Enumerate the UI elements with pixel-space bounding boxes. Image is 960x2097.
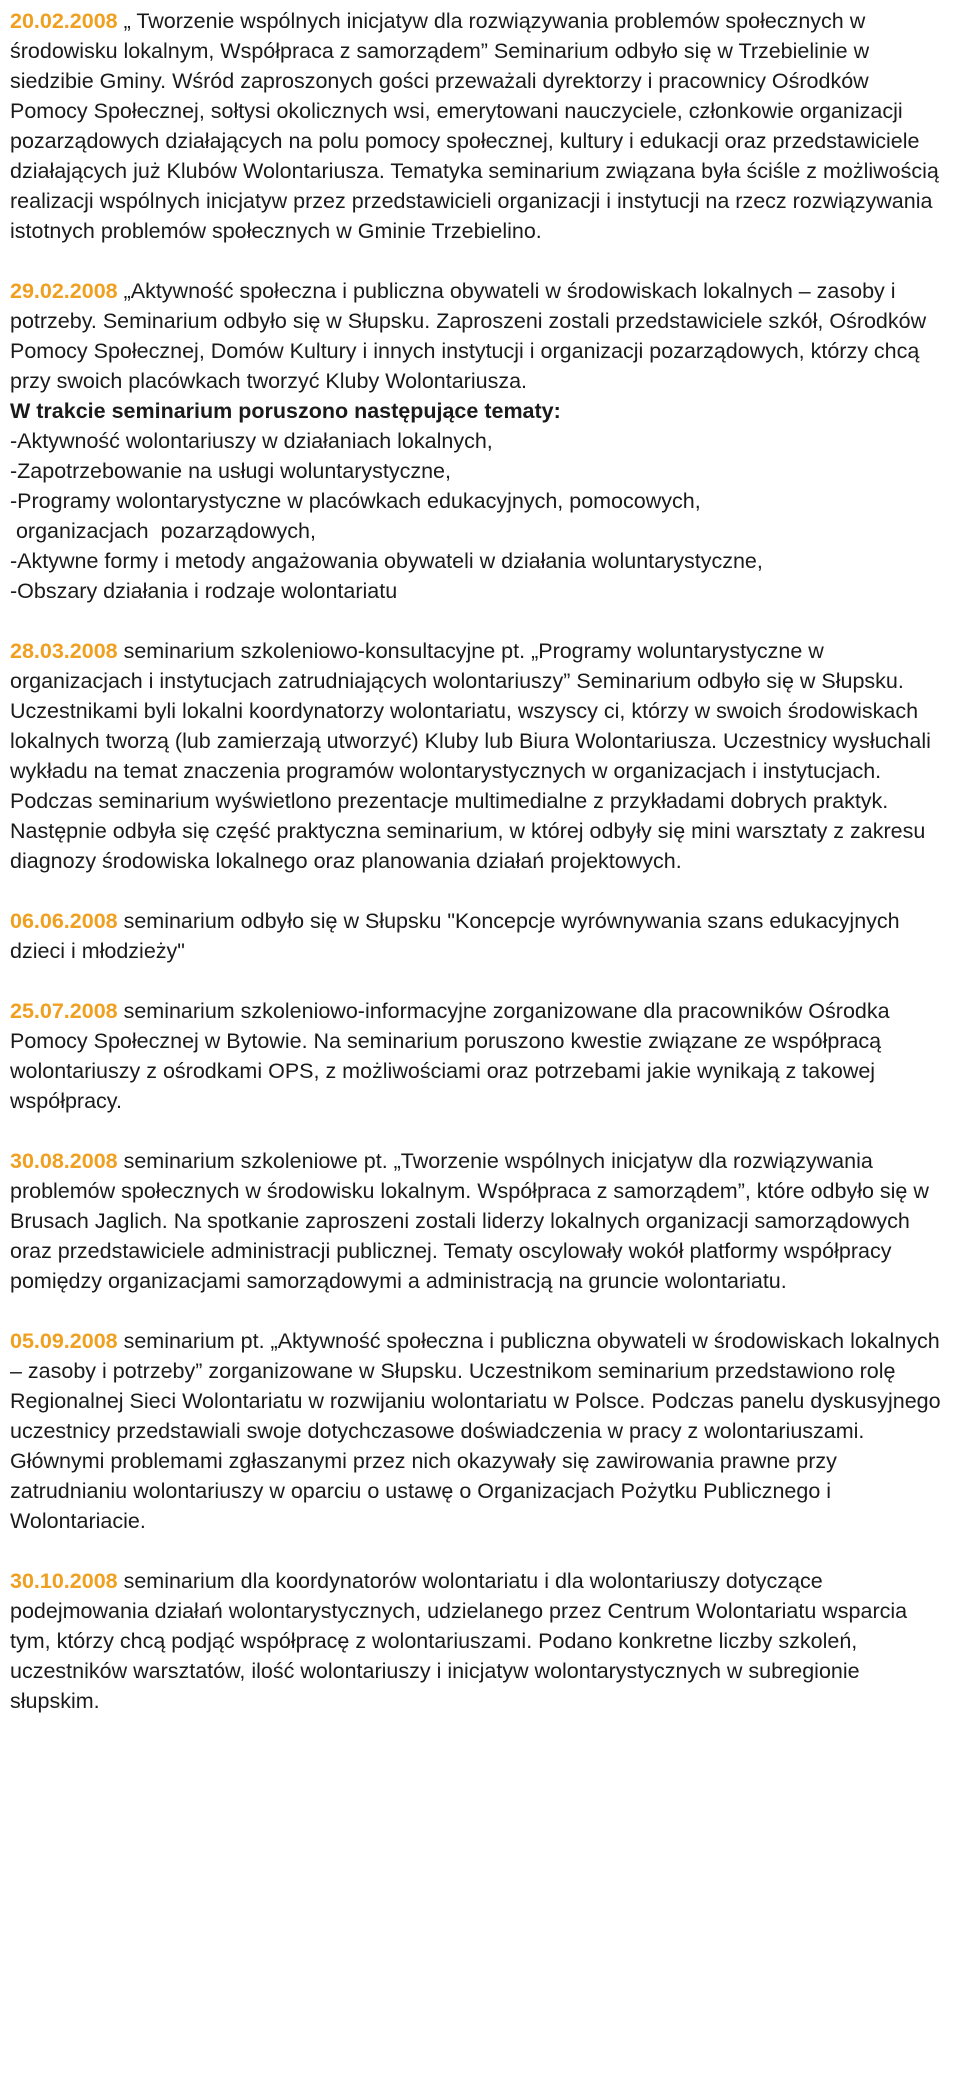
entry-date: 05.09.2008 <box>10 1329 118 1353</box>
entry-paragraph <box>10 996 950 1116</box>
seminar-entry-4 <box>10 906 950 966</box>
entry-text: seminarium dla koordynatorów wolontariatu i dla wolontariuszy dotyczące podejmowania działań wolontarystycznych, udzielanego przez Centrum Wolontariatu wsparcia tym, którzy chcą podjąć współpracę z wolontariuszami. Podano konkretne liczby szkoleń, uczestników warsztatów, ilość wolontariuszy i inicjatyw wolontarystycznych w subregionie słupskim. <box>10 1569 908 1713</box>
entry-paragraph <box>10 1326 950 1536</box>
topic-item: -Aktywne formy i metody angażowania obywateli w działania woluntarystyczne, <box>10 549 763 573</box>
entry-date: 06.06.2008 <box>10 909 118 933</box>
entry-paragraph <box>10 1146 950 1296</box>
seminar-entry-3 <box>10 636 950 876</box>
entry-text: seminarium pt. „Aktywność społeczna i publiczna obywateli w środowiskach lokalnych – zasoby i potrzeby” zorganizowane w Słupsku. Uczestnikom seminarium przedstawiono rolę Regionalnej Sieci Wolontariatu w rozwijaniu wolontariatu w Polsce. Podczas panelu dyskusyjnego uczestnicy przedstawiali swoje dotychczasowe doświadczenia w pracy z wolontariuszami. Głównymi problemami zgłaszanymi przez nich okazywały się zawirowania prawne przy zatrudnianiu wolontariuszy w oparciu o ustawę o Organizacjach Pożytku Publicznego i Wolontariacie. <box>10 1329 941 1533</box>
topic-item: -Zapotrzebowanie na usługi woluntarystyczne, <box>10 459 451 483</box>
entry-paragraph <box>10 906 950 966</box>
seminar-entry-7 <box>10 1326 950 1536</box>
entry-date: 30.08.2008 <box>10 1149 118 1173</box>
seminar-entry-2 <box>10 276 950 606</box>
entry-text: seminarium odbyło się w Słupsku "Koncepcje wyrównywania szans edukacyjnych dzieci i młodzieży" <box>10 909 900 963</box>
entry-text: „Aktywność społeczna i publiczna obywateli w środowiskach lokalnych – zasoby i potrzeby. Seminarium odbyło się w Słupsku. Zaproszeni zostali przedstawiciele szkół, Ośrodków Pomocy Społecznej, Domów Kultury i innych instytucji i organizacji pozarządowych, którzy chcą przy swoich placówkach tworzyć Kluby Wolontariusza. <box>10 279 927 393</box>
seminar-entry-5 <box>10 996 950 1116</box>
topic-item: -Obszary działania i rodzaje wolontariatu <box>10 579 398 603</box>
entry-paragraph <box>10 276 950 396</box>
entry-date: 29.02.2008 <box>10 279 118 303</box>
entry-date: 25.07.2008 <box>10 999 118 1023</box>
entry-text: seminarium szkoleniowo-informacyjne zorganizowane dla pracowników Ośrodka Pomocy Społecznej w Bytowie. Na seminarium poruszono kwestie związane ze współpracą wolontariuszy z ośrodkami OPS, z możliwościami oraz potrzebami jakie wynikają z takowej współpracy. <box>10 999 890 1113</box>
entry-date: 30.10.2008 <box>10 1569 118 1593</box>
topic-item: organizacjach pozarządowych, <box>10 519 316 543</box>
entry-text: „ Tworzenie wspólnych inicjatyw dla rozwiązywania problemów społecznych w środowisku lokalnym, Współpraca z samorządem” Seminarium odbyło się w Trzebielinie w siedzibie Gminy. Wśród zaproszonych gości przeważali dyrektorzy i pracownicy Ośrodków Pomocy Społecznej, sołtysi okolicznych wsi, emerytowani nauczyciele, członkowie organizacji pozarządowych działających na polu pomocy społecznej, kultury i edukacji oraz przedstawiciele działających już Klubów Wolontariusza. Tematyka seminarium związana była ściśle z możliwością realizacji wspólnych inicjatyw przez przedstawicieli organizacji i instytucji na rzecz rozwiązywania istotnych problemów społecznych w Gminie Trzebielino. <box>10 9 939 243</box>
entry-paragraph <box>10 636 950 876</box>
seminar-entry-6 <box>10 1146 950 1296</box>
entry-text: seminarium szkoleniowo-konsultacyjne pt. „Programy woluntarystyczne w organizacjach i instytucjach zatrudniających wolontariuszy” Seminarium odbyło się w Słupsku. Uczestnikami byli lokalni koordynatorzy wolontariatu, wszyscy ci, którzy w swoich środowiskach lokalnych tworzą (lub zamierzają utworzyć) Kluby lub Biura Wolontariusza. Uczestnicy wysłuchali wykładu na temat znaczenia programów wolontarystycznych w organizacjach i instytucjach. Podczas seminarium wyświetlono prezentacje multimedialne z przykładami dobrych praktyk. Następnie odbyła się część praktyczna seminarium, w której odbyły się mini warsztaty z zakresu diagnozy środowiska lokalnego oraz planowania działań projektowych. <box>10 639 931 873</box>
topic-item: -Programy wolontarystyczne w placówkach edukacyjnych, pomocowych, <box>10 489 701 513</box>
entry-date: 28.03.2008 <box>10 639 118 663</box>
seminar-entry-1 <box>10 6 950 246</box>
entry-paragraph <box>10 1566 950 1716</box>
entry-text: seminarium szkoleniowe pt. „Tworzenie wspólnych inicjatyw dla rozwiązywania problemów społecznych w środowisku lokalnym. Współpraca z samorządem”, które odbyło się w Brusach Jaglich. Na spotkanie zaproszeni zostali liderzy lokalnych organizacji samorządowych oraz przedstawiciele administracji publicznej. Tematy oscylowały wokół platformy współpracy pomiędzy organizacjami samorządowymi a administracją na gruncie wolontariatu. <box>10 1149 929 1293</box>
entry-paragraph <box>10 6 950 246</box>
topics-heading: W trakcie seminarium poruszono następujące tematy: <box>10 399 561 423</box>
seminar-entry-8 <box>10 1566 950 1716</box>
entry-date: 20.02.2008 <box>10 9 118 33</box>
topic-item: -Aktywność wolontariuszy w działaniach lokalnych, <box>10 429 493 453</box>
